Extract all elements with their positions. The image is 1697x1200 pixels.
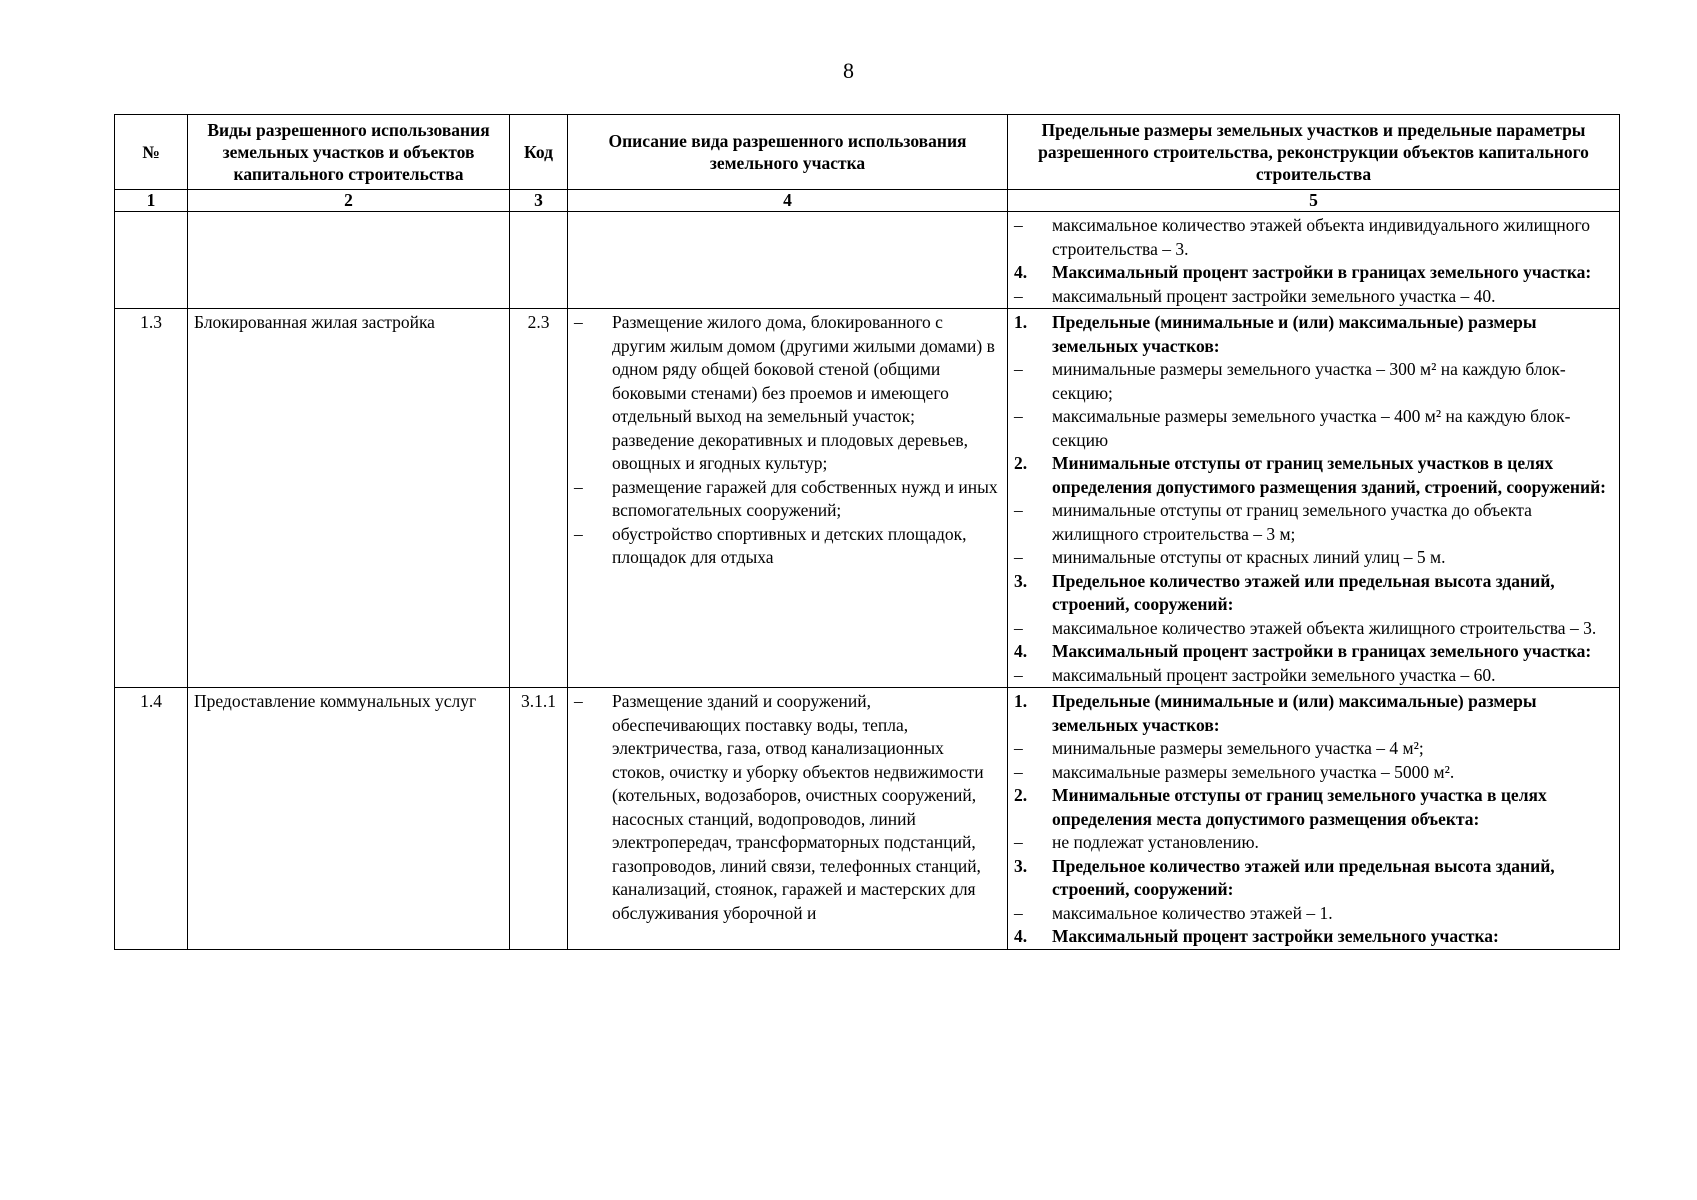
column-number: 1 [115,190,188,212]
list-marker: – [1014,664,1023,685]
description-cell [568,309,1008,688]
list-item [1014,546,1613,570]
list-text: максимальные размеры земельного участка – 5000 м². [1052,761,1455,782]
use-type-name [188,212,510,309]
row-number: 1.3 [115,309,188,688]
header-use-type: Виды разрешенного использования земельных участков и объектов капитального строительства [188,115,510,190]
list-item [1014,855,1613,902]
list-item [1014,452,1613,499]
list-item [574,476,1001,523]
list-marker: 3. [1014,570,1028,591]
list-marker: – [574,312,583,332]
list-item [574,690,1001,925]
list-item [574,523,1001,570]
list-text: размещение гаражей для собственных нужд и иных вспомогательных сооружений; [612,476,998,520]
list-item [1014,737,1613,761]
list-item [1014,640,1613,664]
list-marker: 4. [1014,926,1028,946]
list-item [1014,261,1613,285]
list-item [1014,617,1613,641]
list-item [1014,761,1613,785]
list-marker: 4. [1014,641,1028,661]
list-text: максимальное количество этажей – 1. [1052,902,1333,923]
row-number: 1.4 [115,688,188,950]
list-text: Предельные (минимальные и (или) максимальные) размеры земельных участков: [1052,312,1537,356]
column-numbers-row [115,190,1620,212]
list-text: не подлежат установлению. [1052,832,1259,852]
list-item [1014,902,1613,926]
use-code [510,212,568,309]
column-number: 2 [188,190,510,212]
list-marker: – [574,691,583,711]
list-item [1014,499,1613,546]
list-marker: 2. [1014,785,1028,805]
list-item [1014,405,1613,452]
list-item [1014,358,1613,405]
list-item [1014,784,1613,831]
list-text: максимальное количество этажей объекта жилищного строительства – 3. [1052,617,1597,638]
header-parameters: Предельные размеры земельных участков и предельные параметры разрешенного строительства, реконструкции объектов капитального строительства [1008,115,1620,190]
list-marker: 1. [1014,691,1028,711]
list-text: Максимальный процент застройки в границах земельного участка: [1052,262,1592,282]
list-text: максимальный процент застройки земельного участка – 60. [1052,664,1496,685]
use-code: 2.3 [510,309,568,688]
list-text: Размещение зданий и сооружений, обеспечивающих поставку воды, тепла, электричества, газа, отвод канализационных стоков, очистку и уборку объектов недвижимости (котельных, водозаборов, очистных сооружений, насосных станций, водопроводов, линий электропередач, трансформаторных подстанций, газопроводов, линий связи, телефонных станций, канализаций, стоянок, гаражей и мастерских для обслуживания уборочной и [612,691,984,923]
list-marker: – [1014,547,1023,567]
header-number: № [115,115,188,190]
list-text: Размещение жилого дома, блокированного с другим жилым домом (другими жилыми домами) в одном ряду общей боковой стеной (общими боковыми стенами) без проемов и имеющего отдельный выход на земельный участок; разведение декоративных и плодовых деревьев, овощных и ягодных культур; [612,312,995,473]
parameters-cell [1008,309,1620,688]
list-text: Предельное количество этажей или предельная высота зданий, строений, сооружений: [1052,570,1555,614]
table-row [115,212,1620,309]
list-marker: – [1014,738,1023,758]
list-text: минимальные отступы от красных линий улиц – 5 м. [1052,547,1446,567]
list-item [1014,690,1613,737]
list-text: Минимальные отступы от границ земельных участков в целях определения допустимого размещения зданий, строений, сооружений: [1052,453,1606,497]
table-row [115,688,1620,950]
list-text: минимальные размеры земельного участка – 4 м²; [1052,738,1424,758]
list-item [1014,831,1613,855]
header-row [115,115,1620,190]
list-item [1014,311,1613,358]
list-text: Предельное количество этажей или предельная высота зданий, строений, сооружений: [1052,855,1555,899]
list-text: максимальное количество этажей объекта индивидуального жилищного строительства – 3. [1052,215,1591,259]
list-text: Максимальный процент застройки земельного участка: [1052,926,1499,946]
row-number [115,212,188,309]
parameters-cell [1008,688,1620,950]
list-item [574,311,1001,476]
list-marker: – [574,476,583,497]
description-cell [568,212,1008,309]
column-number: 5 [1008,190,1620,212]
list-text: обустройство спортивных и детских площадок, площадок для отдыха [612,523,967,567]
list-marker: – [1014,832,1023,852]
parameters-cell [1008,212,1620,309]
list-marker: – [1014,215,1023,235]
list-item [1014,285,1613,309]
list-text: максимальные размеры земельного участка – 400 м² на каждую блок-секцию [1052,406,1571,450]
list-marker: – [1014,761,1023,782]
use-code: 3.1.1 [510,688,568,950]
list-item [1014,214,1613,261]
table-row [115,309,1620,688]
header-code: Код [510,115,568,190]
list-marker: 1. [1014,312,1028,332]
use-type-name: Предоставление коммунальных услуг [188,688,510,950]
list-marker: – [1014,285,1023,306]
header-description: Описание вида разрешенного использования земельного участка [568,115,1008,190]
description-cell [568,688,1008,950]
list-marker: 4. [1014,262,1028,282]
list-text: Предельные (минимальные и (или) максимальные) размеры земельных участков: [1052,691,1537,735]
list-text: минимальные размеры земельного участка – 300 м² на каждую блок-секцию; [1052,359,1566,403]
table-body [115,212,1620,950]
list-item [1014,570,1613,617]
list-marker: – [1014,406,1023,426]
page-number: 8 [843,58,854,83]
list-text: Минимальные отступы от границ земельного участка в целях определения места допустимого размещения объекта: [1052,785,1547,829]
column-number: 4 [568,190,1008,212]
list-marker: 2. [1014,453,1028,473]
list-marker: – [1014,902,1023,923]
list-item [1014,925,1613,949]
list-item [1014,664,1613,688]
list-text: минимальные отступы от границ земельного участка до объекта жилищного строительства – 3 м; [1052,500,1532,544]
list-text: максимальный процент застройки земельного участка – 40. [1052,285,1496,306]
list-marker: – [574,523,583,544]
list-marker: 3. [1014,855,1028,876]
list-marker: – [1014,617,1023,638]
list-marker: – [1014,359,1023,379]
use-type-name: Блокированная жилая застройка [188,309,510,688]
column-number: 3 [510,190,568,212]
regulations-table [114,114,1620,950]
list-marker: – [1014,500,1023,520]
list-text: Максимальный процент застройки в границах земельного участка: [1052,641,1592,661]
